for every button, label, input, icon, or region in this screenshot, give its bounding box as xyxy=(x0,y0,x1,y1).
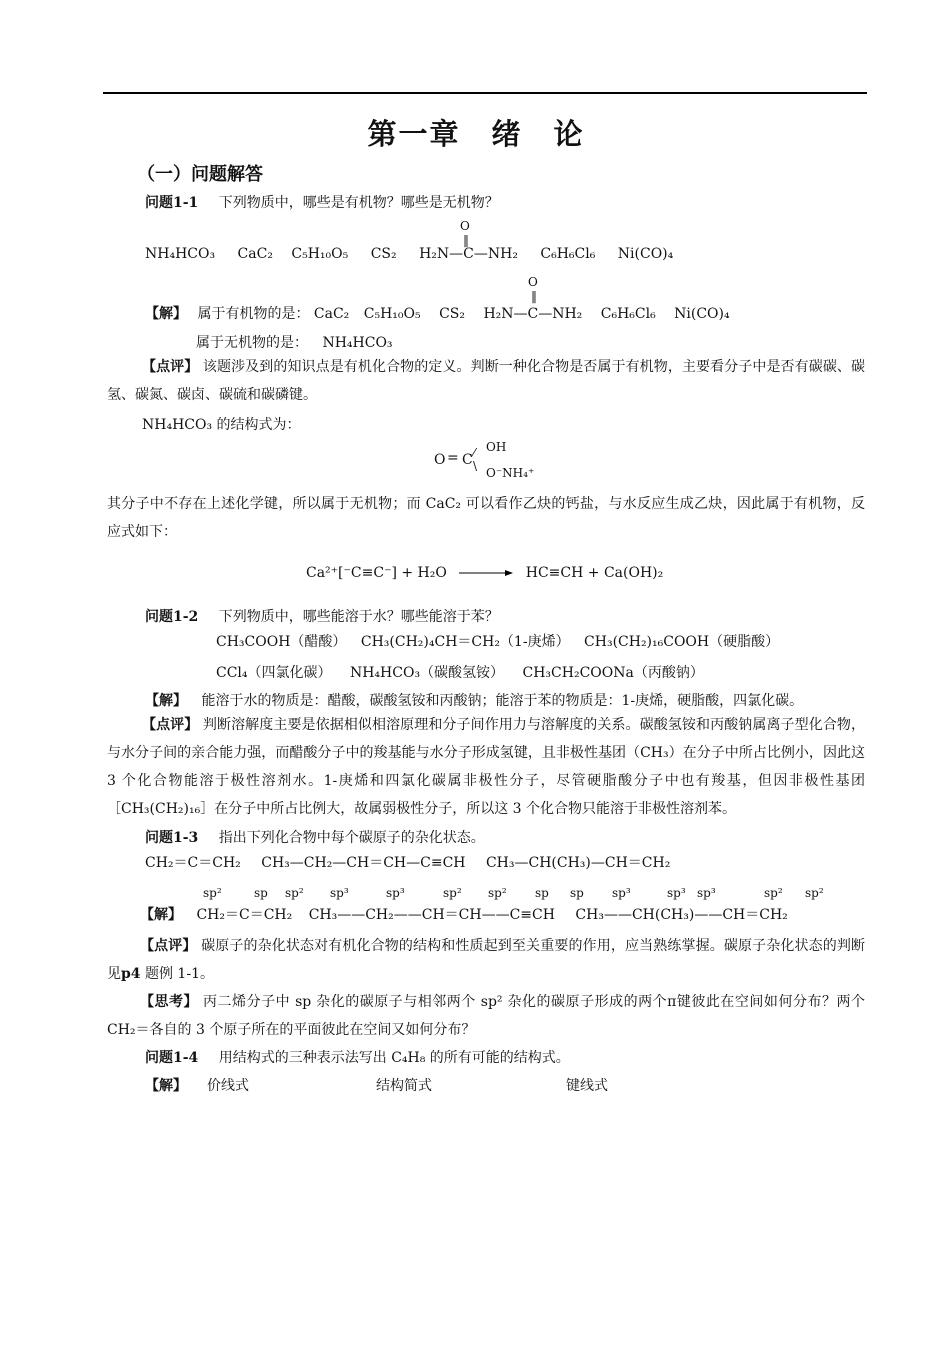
inorganic-label: 属于无机物的是： xyxy=(196,335,308,351)
question-1-3 xyxy=(145,827,485,847)
hybrid-label: sp² xyxy=(203,886,222,900)
hybrid-label: sp³ xyxy=(667,886,686,900)
double-bond-mark: ‖ xyxy=(531,289,537,303)
carbonyl-oxygen: O xyxy=(528,275,538,289)
carbonyl-oxygen: O xyxy=(460,219,470,233)
hybrid-label: sp² xyxy=(488,886,507,900)
struct-o-double: O xyxy=(434,452,446,468)
question-number: 问题1-4 xyxy=(145,1050,199,1066)
question-text: 下列物质中，哪些是有机物？哪些是无机物？ xyxy=(218,195,499,211)
struct-label: NH₄HCO₃ 的结构式为： xyxy=(142,417,301,433)
compound: CaC₂ xyxy=(237,246,273,262)
page-ref: p4 xyxy=(121,966,141,982)
reaction-left: Ca²⁺[⁻C≡C⁻] + H₂O xyxy=(306,565,447,581)
hybrid-label: sp xyxy=(254,886,268,900)
question-1-2 xyxy=(145,606,499,626)
hybrid-label: sp xyxy=(570,886,584,900)
compound: H₂N—C—NH₂ xyxy=(483,306,583,322)
struct-bond-up: ⁄ xyxy=(473,446,476,460)
reaction-right: HC≡CH + Ca(OH)₂ xyxy=(525,565,664,581)
question-number: 问题1-2 xyxy=(145,609,199,625)
think-tag: 【思考】 xyxy=(140,994,199,1010)
comment-text: 题例 1-1。 xyxy=(144,966,214,982)
double-bond-mark: ‖ xyxy=(463,233,469,247)
formula: CH₃—CH(CH₃)—CH＝CH₂ xyxy=(485,855,671,871)
hybrid-label: sp³ xyxy=(386,886,405,900)
comment-1-1 xyxy=(107,353,865,409)
solution-tag: 【解】 xyxy=(145,306,187,322)
explanation: 其分子中不存在上述化学键，所以属于无机物；而 CaC₂ 可以看作乙炔的钙盐，与水反应生成乙炔，因此属于有机物，反应式如下： xyxy=(107,496,865,540)
question-text: 下列物质中，哪些能溶于水？哪些能溶于苯？ xyxy=(218,609,499,625)
hybrid-label: sp³ xyxy=(697,886,716,900)
comment-text: 碳原子的杂化状态对有机化合物的结构和性质起到至关重要的作用，应当熟练掌握。碳原子杂化状态的判断见 xyxy=(107,938,866,982)
compound-row-1 xyxy=(216,631,779,651)
solution-tag: 【解】 xyxy=(140,907,182,923)
reaction-arrow xyxy=(457,568,515,578)
header-rule xyxy=(103,92,867,94)
column-header: 键线式 xyxy=(566,1078,608,1094)
struct-oh: OH xyxy=(486,440,507,454)
compound-row-2 xyxy=(216,662,704,682)
compound-list xyxy=(145,246,673,262)
compound: Ni(CO)₄ xyxy=(617,246,674,262)
section-heading: （一）问题解答 xyxy=(137,164,263,185)
inorganic-line xyxy=(196,332,393,352)
question-text: 指出下列化合物中每个碳原子的杂化状态。 xyxy=(218,830,485,846)
solution-tag: 【解】 xyxy=(145,693,187,709)
compound: NH₄HCO₃ xyxy=(145,246,216,262)
struct-double-bond: = xyxy=(447,450,459,466)
compound: C₆H₆Cl₆ xyxy=(540,246,596,262)
solution-1-4 xyxy=(145,1075,187,1095)
comment-1-2 xyxy=(107,711,865,823)
solution-1-1 xyxy=(145,303,730,323)
solution-tag: 【解】 xyxy=(145,1078,187,1094)
question-number: 问题1-1 xyxy=(145,195,199,211)
struct-onh4: O⁻NH₄⁺ xyxy=(486,466,535,480)
solution-1-3 xyxy=(140,904,788,924)
compound: C₅H₁₀O₅ xyxy=(291,246,349,262)
formula: CH₃—CH₂—CH＝CH—C≡CH xyxy=(261,855,466,871)
think-text: 丙二烯分子中 sp 杂化的碳原子与相邻两个 sp² 杂化的碳原子形成的两个π键彼此在空间如何分布？两个 CH₂＝各自的 3 个原子所在的平面彼此在空间又如何分布？ xyxy=(107,994,866,1038)
compound: C₆H₆Cl₆ xyxy=(600,306,656,322)
comment-text: 该题涉及到的知识点是有机化合物的定义。判断一种化合物是否属于有机物，主要看分子中是否有碳碳、碳氢、碳氮、碳卤、碳硫和碳磷键。 xyxy=(107,359,866,403)
reaction-equation xyxy=(306,565,663,581)
hybrid-label: sp xyxy=(535,886,549,900)
hybrid-label: sp² xyxy=(805,886,824,900)
formula-line xyxy=(145,852,670,872)
solution-text: 能溶于水的物质是：醋酸，碳酸氢铵和丙酸钠；能溶于苯的物质是：1-庚烯，硬脂酸，四氯化碳。 xyxy=(201,693,804,709)
compound: Ni(CO)₄ xyxy=(674,306,730,322)
compound: H₂N—C—NH₂ xyxy=(419,246,518,262)
compound: CaC₂ xyxy=(313,306,350,322)
column-header: 结构简式 xyxy=(376,1078,432,1094)
hybrid-label: sp³ xyxy=(612,886,631,900)
struct-carbon: C xyxy=(462,452,473,468)
think-1-3 xyxy=(107,988,865,1044)
question-1-4 xyxy=(145,1047,570,1067)
formula: CH₃——CH₂——CH＝CH——C≡CH xyxy=(308,907,555,923)
question-1-1 xyxy=(145,192,499,212)
compound: CS₂ xyxy=(439,306,465,322)
question-text: 用结构式的三种表示法写出 C₄H₈ 的所有可能的结构式。 xyxy=(218,1050,570,1066)
comment-text: 判断溶解度主要是依据相似相溶原理和分子间作用力与溶解度的关系。碳酸氢铵和丙酸钠属离子型化合物，与水分子间的亲合能力强，而醋酸分子中的羧基能与水分子形成氢键，且非极性基团（CH₃）在分子中所占比例小，因此这 3 个化合物能溶于极性溶剂水。1-庚烯和四氯化碳属非极性分子，尽管硬脂酸分子中也有羧基，但因非极性基团［CH₃(CH₂)₁₆］在分子中所占比例大，故属弱极性分子，所以这 3 个化合物只能溶于非极性溶剂苯。 xyxy=(107,717,866,817)
question-number: 问题1-3 xyxy=(145,830,199,846)
compound: CH₃(CH₂)₄CH＝CH₂（1-庚烯） xyxy=(360,634,570,650)
comment-tag: 【点评】 xyxy=(140,938,197,954)
compound: CS₂ xyxy=(370,246,397,262)
formula: CH₃——CH(CH₃)——CH＝CH₂ xyxy=(575,907,788,923)
page-title: 第一章 绪 论 xyxy=(367,117,585,151)
compound: NH₄HCO₃（碳酸氢铵） xyxy=(349,665,505,681)
comment-1-3 xyxy=(107,932,865,988)
compound: CCl₄（四氯化碳） xyxy=(216,665,332,681)
hybrid-label: sp² xyxy=(764,886,783,900)
comment-tag: 【点评】 xyxy=(142,359,199,375)
compound: NH₄HCO₃ xyxy=(322,335,393,351)
compound: CH₃CH₂COONa（丙酸钠） xyxy=(522,665,704,681)
formula: CH₂＝C＝CH₂ xyxy=(196,907,293,923)
compound: CH₃COOH（醋酸） xyxy=(216,634,347,650)
formula: CH₂＝C＝CH₂ xyxy=(145,855,241,871)
column-header: 价线式 xyxy=(207,1078,249,1094)
comment-tag: 【点评】 xyxy=(142,717,199,733)
compound: CH₃(CH₂)₁₆COOH（硬脂酸） xyxy=(584,634,780,650)
compound: C₅H₁₀O₅ xyxy=(363,306,421,322)
struct-bond-down: \ xyxy=(473,459,478,473)
hybrid-label: sp³ xyxy=(330,886,349,900)
hybrid-label: sp² xyxy=(443,886,462,900)
solution-1-2 xyxy=(145,690,803,710)
hybrid-label: sp² xyxy=(285,886,304,900)
organic-label: 属于有机物的是： xyxy=(197,306,310,322)
